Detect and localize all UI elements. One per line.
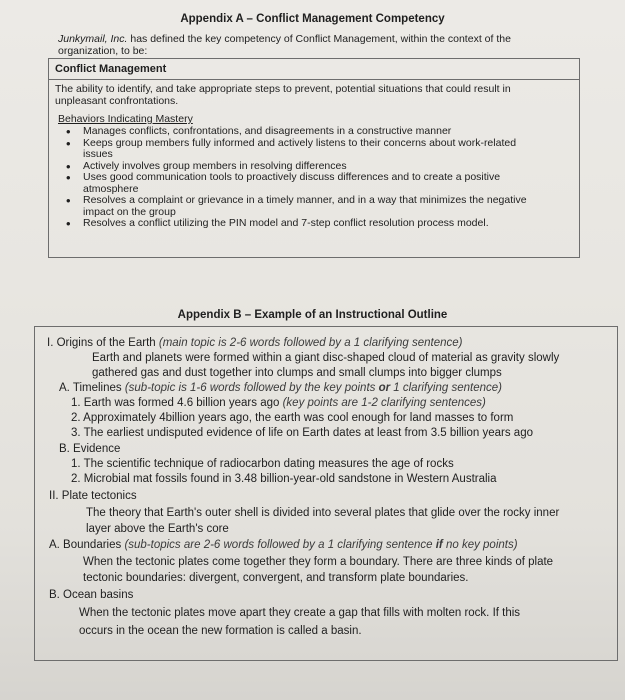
behavior-item: • Actively involves group members in resolving differences [77, 161, 573, 173]
competency-definition [49, 80, 579, 230]
outline-desc: layer above the Earth's core [86, 523, 229, 535]
behavior-item: • Keeps group members fully informed and actively listens to their concerns about work-related issues [77, 138, 573, 161]
outline-subtopic-a2: A. Boundaries (sub-topics are 2-6 words followed by a 1 clarifying sentence if no key points) [49, 539, 518, 551]
outline-desc: When the tectonic plates move apart they create a gap that fills with molten rock. If this [79, 607, 521, 619]
outline-desc: Earth and planets were formed within a giant disc-shaped cloud of material as gravity slowly [92, 352, 560, 364]
behavior-item: • Resolves a complaint or grievance in a timely manner, and in a way that minimizes the negative impact on the group [77, 195, 573, 218]
outline-point: 2. Microbial mat fossils found in 3.48 billion-year-old sandstone in Western Australia [71, 473, 497, 485]
outline-desc: occurs in the ocean the new formation is called a basin. [79, 625, 362, 637]
definition-line-1: The ability to identify, and take appropriate steps to prevent, potential situations that could result in [55, 83, 511, 95]
outline-desc: tectonic boundaries: divergent, convergent, and transform plate boundaries. [83, 572, 469, 584]
appendix-b-title: Appendix B – Example of an Instructional Outline [177, 309, 448, 321]
behavior-item: • Resolves a conflict utilizing the PIN model and 7-step conflict resolution process model. [77, 218, 573, 230]
outline-desc: gathered gas and dust together into clumps and small clumps into bigger clumps [92, 367, 502, 379]
appendix-a-title: Appendix A – Conflict Management Competency [180, 13, 445, 25]
outline-desc: When the tectonic plates come together they form a boundary. There are three kinds of plate [83, 556, 554, 568]
company-name: Junkymail, Inc. [58, 33, 128, 45]
outline-main-topic-2: II. Plate tectonics [49, 490, 137, 502]
outline-point: 3. The earliest undisputed evidence of life on Earth dates at least from 3.5 billion years ago [71, 427, 533, 439]
appendix-a-intro [58, 33, 578, 57]
outline-subtopic-b: B. Evidence [59, 443, 121, 455]
behavior-item: • Uses good communication tools to proactively discuss differences and to create a positive atmosphere [77, 172, 573, 195]
outline-point: 1. The scientific technique of radiocarbon dating measures the age of rocks [71, 458, 454, 470]
outline-hint: (main topic is 2-6 words followed by a 1 clarifying sentence) [158, 337, 463, 349]
intro-text-1: has defined the key competency of Conflict Management, within the context of the [127, 33, 511, 45]
behavior-item: • Manages conflicts, confrontations, and disagreements in a constructive manner [77, 126, 573, 138]
definition-line-2: unpleasant confrontations. [55, 95, 179, 107]
competency-box [48, 58, 580, 258]
outline-desc: The theory that Earth's outer shell is divided into several plates that glide over the rocky inner [86, 507, 560, 519]
competency-header: Conflict Management [49, 59, 579, 80]
outline-main-topic-1: I. Origins of the Earth (main topic is 2-6 words followed by a 1 clarifying sentence) [47, 337, 463, 349]
outline-subtopic-b2: B. Ocean basins [49, 589, 134, 601]
outline-point: 2. Approximately 4billion years ago, the earth was cool enough for land masses to form [71, 412, 514, 424]
outline-subtopic-a: A. Timelines (sub-topic is 1-6 words followed by the key points or 1 clarifying sentence) [59, 382, 502, 394]
behaviors-title: Behaviors Indicating Mastery [58, 113, 193, 125]
outline-point: 1. Earth was formed 4.6 billion years ago (key points are 1-2 clarifying sentences) [71, 397, 486, 409]
outline-box [34, 326, 618, 661]
behaviors-list [55, 126, 573, 230]
intro-text-2: organization, to be: [58, 45, 148, 57]
